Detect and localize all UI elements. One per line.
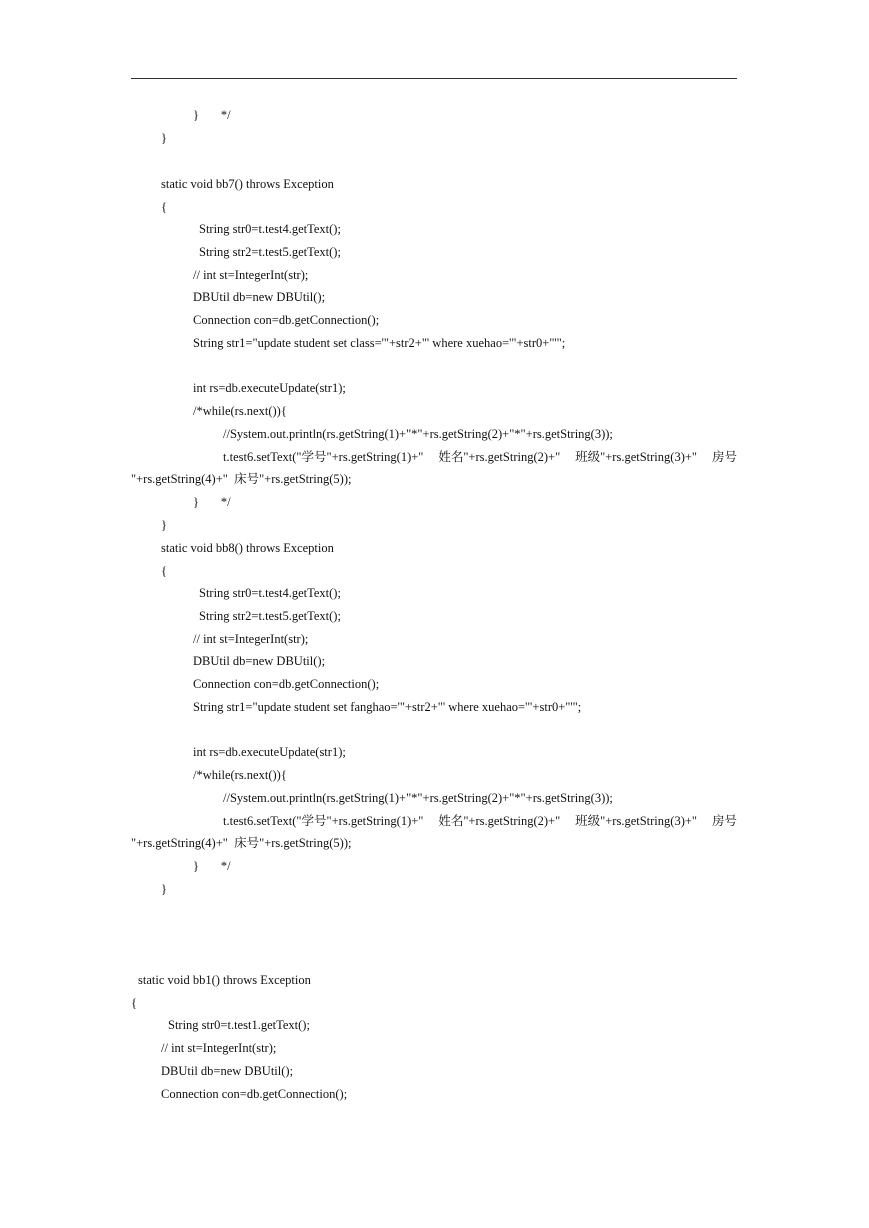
code-line: /*while(rs.next()){	[193, 768, 287, 782]
code-line: //System.out.println(rs.getString(1)+"*"+rs.getString(2)+"*"+rs.getString(3));	[223, 427, 613, 441]
code-line: "+rs.getString(4)+" 床号"+rs.getString(5));	[131, 836, 352, 850]
code-line: } */	[193, 495, 231, 509]
code-line: String str2=t.test5.getText();	[199, 609, 341, 623]
code-line: Connection con=db.getConnection();	[193, 313, 380, 327]
code-line: {	[161, 200, 167, 214]
code-line: DBUtil db=new DBUtil();	[161, 1064, 294, 1078]
code-line: static void bb7() throws Exception	[161, 177, 334, 191]
code-line: // int st=IntegerInt(str);	[193, 632, 309, 646]
code-line: Connection con=db.getConnection();	[161, 1087, 348, 1101]
code-line: int rs=db.executeUpdate(str1);	[193, 745, 346, 759]
code-line: DBUtil db=new DBUtil();	[193, 290, 326, 304]
code-line: String str0=t.test4.getText();	[199, 222, 341, 236]
code-line: "+rs.getString(4)+" 床号"+rs.getString(5));	[131, 472, 352, 486]
code-line: }	[161, 518, 167, 532]
code-line: static void bb8() throws Exception	[161, 541, 334, 555]
code-line: Connection con=db.getConnection();	[193, 677, 380, 691]
code-line: //System.out.println(rs.getString(1)+"*"+rs.getString(2)+"*"+rs.getString(3));	[223, 791, 613, 805]
code-line: // int st=IntegerInt(str);	[161, 1041, 277, 1055]
code-line: int rs=db.executeUpdate(str1);	[193, 381, 346, 395]
header-rule	[131, 78, 737, 79]
code-line: String str1="update student set fanghao='"+str2+"' where xuehao='"+str0+"'";	[193, 700, 582, 714]
code-line: {	[161, 564, 167, 578]
code-line: }	[161, 131, 167, 145]
code-line: String str2=t.test5.getText();	[199, 245, 341, 259]
code-line: t.test6.setText("学号"+rs.getString(1)+" 姓名"+rs.getString(2)+" 班级"+rs.getString(3)+" 房号	[223, 450, 737, 464]
code-line: t.test6.setText("学号"+rs.getString(1)+" 姓名"+rs.getString(2)+" 班级"+rs.getString(3)+" 房号	[223, 814, 737, 828]
code-line: } */	[193, 108, 231, 122]
code-line: {	[131, 996, 137, 1010]
code-line: String str1="update student set class='"+str2+"' where xuehao='"+str0+"'";	[193, 336, 566, 350]
code-line: // int st=IntegerInt(str);	[193, 268, 309, 282]
code-line: /*while(rs.next()){	[193, 404, 287, 418]
code-line: DBUtil db=new DBUtil();	[193, 654, 326, 668]
code-line: String str0=t.test4.getText();	[199, 586, 341, 600]
code-line: String str0=t.test1.getText();	[168, 1018, 310, 1032]
code-line: }	[161, 882, 167, 896]
code-line: static void bb1() throws Exception	[138, 973, 311, 987]
code-line: } */	[193, 859, 231, 873]
